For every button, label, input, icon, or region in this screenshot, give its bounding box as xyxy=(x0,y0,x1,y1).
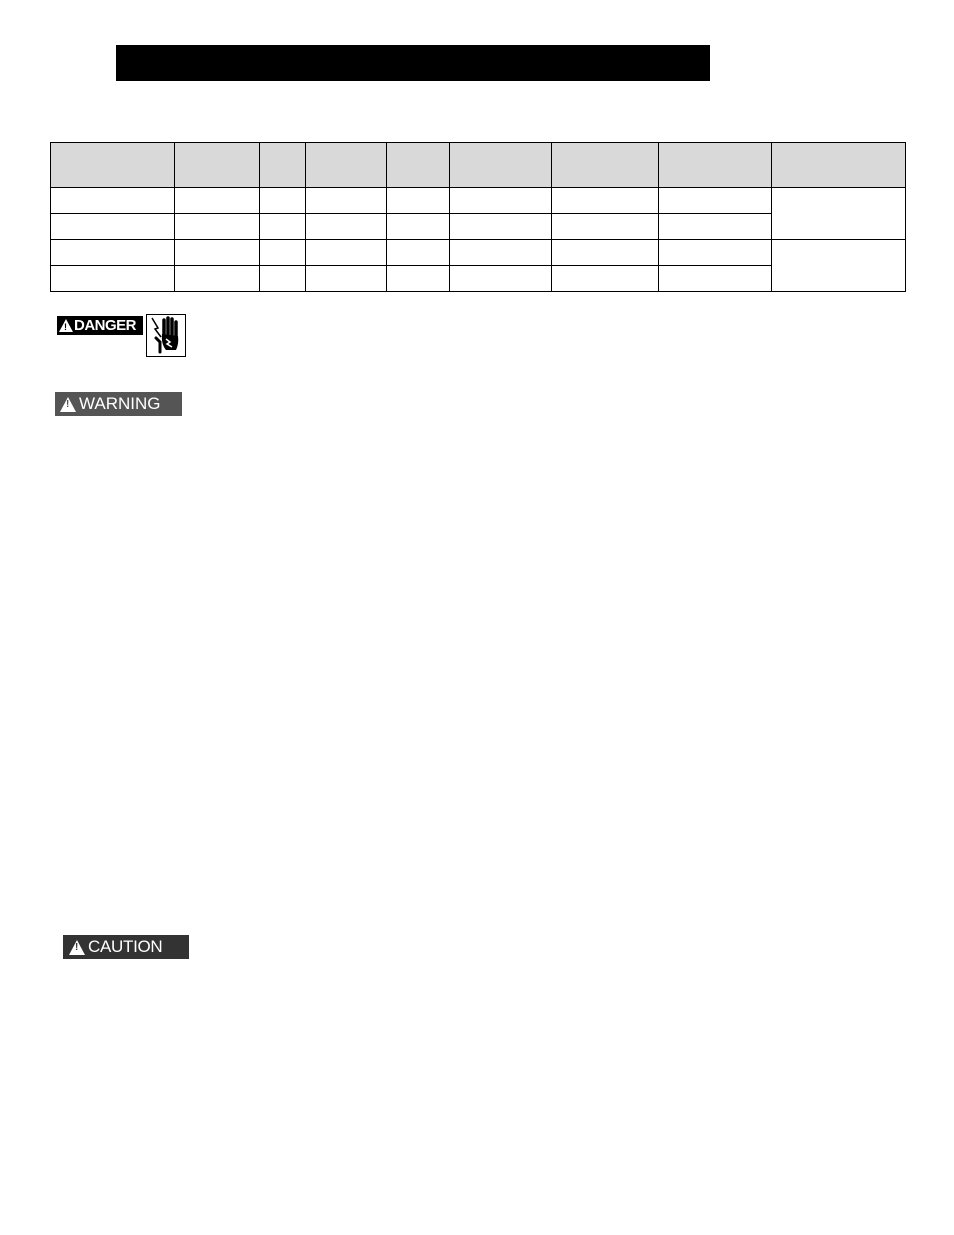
warning-triangle-icon xyxy=(59,319,73,332)
table-header-cell xyxy=(387,143,450,188)
table-cell xyxy=(260,188,306,214)
warning-badge xyxy=(55,392,182,416)
table-cell-merged xyxy=(772,240,906,292)
table-cell xyxy=(659,214,772,240)
table-cell xyxy=(659,240,772,266)
danger-label: DANGER xyxy=(74,317,137,334)
table-header-cell xyxy=(306,143,387,188)
table-header-cell xyxy=(175,143,260,188)
table-header-cell xyxy=(450,143,552,188)
table-row xyxy=(51,240,906,266)
warning-triangle-icon xyxy=(69,940,85,955)
table-cell xyxy=(51,266,175,292)
electric-shock-hand-icon xyxy=(146,314,186,357)
table-cell xyxy=(260,240,306,266)
table-cell xyxy=(260,266,306,292)
table-cell xyxy=(450,266,552,292)
table-header-cell xyxy=(51,143,175,188)
table-cell xyxy=(552,266,659,292)
table-header-cell xyxy=(659,143,772,188)
table-cell xyxy=(260,214,306,240)
table-cell xyxy=(552,214,659,240)
table-header-cell xyxy=(260,143,306,188)
table-cell xyxy=(387,188,450,214)
table-row xyxy=(51,188,906,214)
table-cell xyxy=(552,240,659,266)
table-cell xyxy=(175,214,260,240)
danger-badge xyxy=(57,316,143,335)
specifications-table xyxy=(50,142,906,292)
table-header-cell xyxy=(772,143,906,188)
table-cell xyxy=(175,188,260,214)
table-cell xyxy=(306,214,387,240)
table-cell-merged xyxy=(772,188,906,240)
table-cell xyxy=(387,266,450,292)
table-cell xyxy=(51,188,175,214)
table-cell xyxy=(175,266,260,292)
table-cell xyxy=(659,188,772,214)
table-cell xyxy=(387,214,450,240)
table-header-cell xyxy=(552,143,659,188)
warning-triangle-icon xyxy=(60,397,76,412)
table-cell xyxy=(175,240,260,266)
table-cell xyxy=(552,188,659,214)
table-cell xyxy=(659,266,772,292)
table-cell xyxy=(450,188,552,214)
table-cell xyxy=(387,240,450,266)
table-cell xyxy=(450,240,552,266)
section-title-bar xyxy=(116,45,710,81)
table-cell xyxy=(306,188,387,214)
table-cell xyxy=(51,214,175,240)
table-cell xyxy=(306,240,387,266)
caution-label: CAUTION xyxy=(88,937,163,956)
table-cell xyxy=(306,266,387,292)
warning-label: WARNING xyxy=(79,394,161,413)
caution-badge xyxy=(63,935,189,959)
table-header-row xyxy=(51,143,906,188)
table-cell xyxy=(51,240,175,266)
table-cell xyxy=(450,214,552,240)
